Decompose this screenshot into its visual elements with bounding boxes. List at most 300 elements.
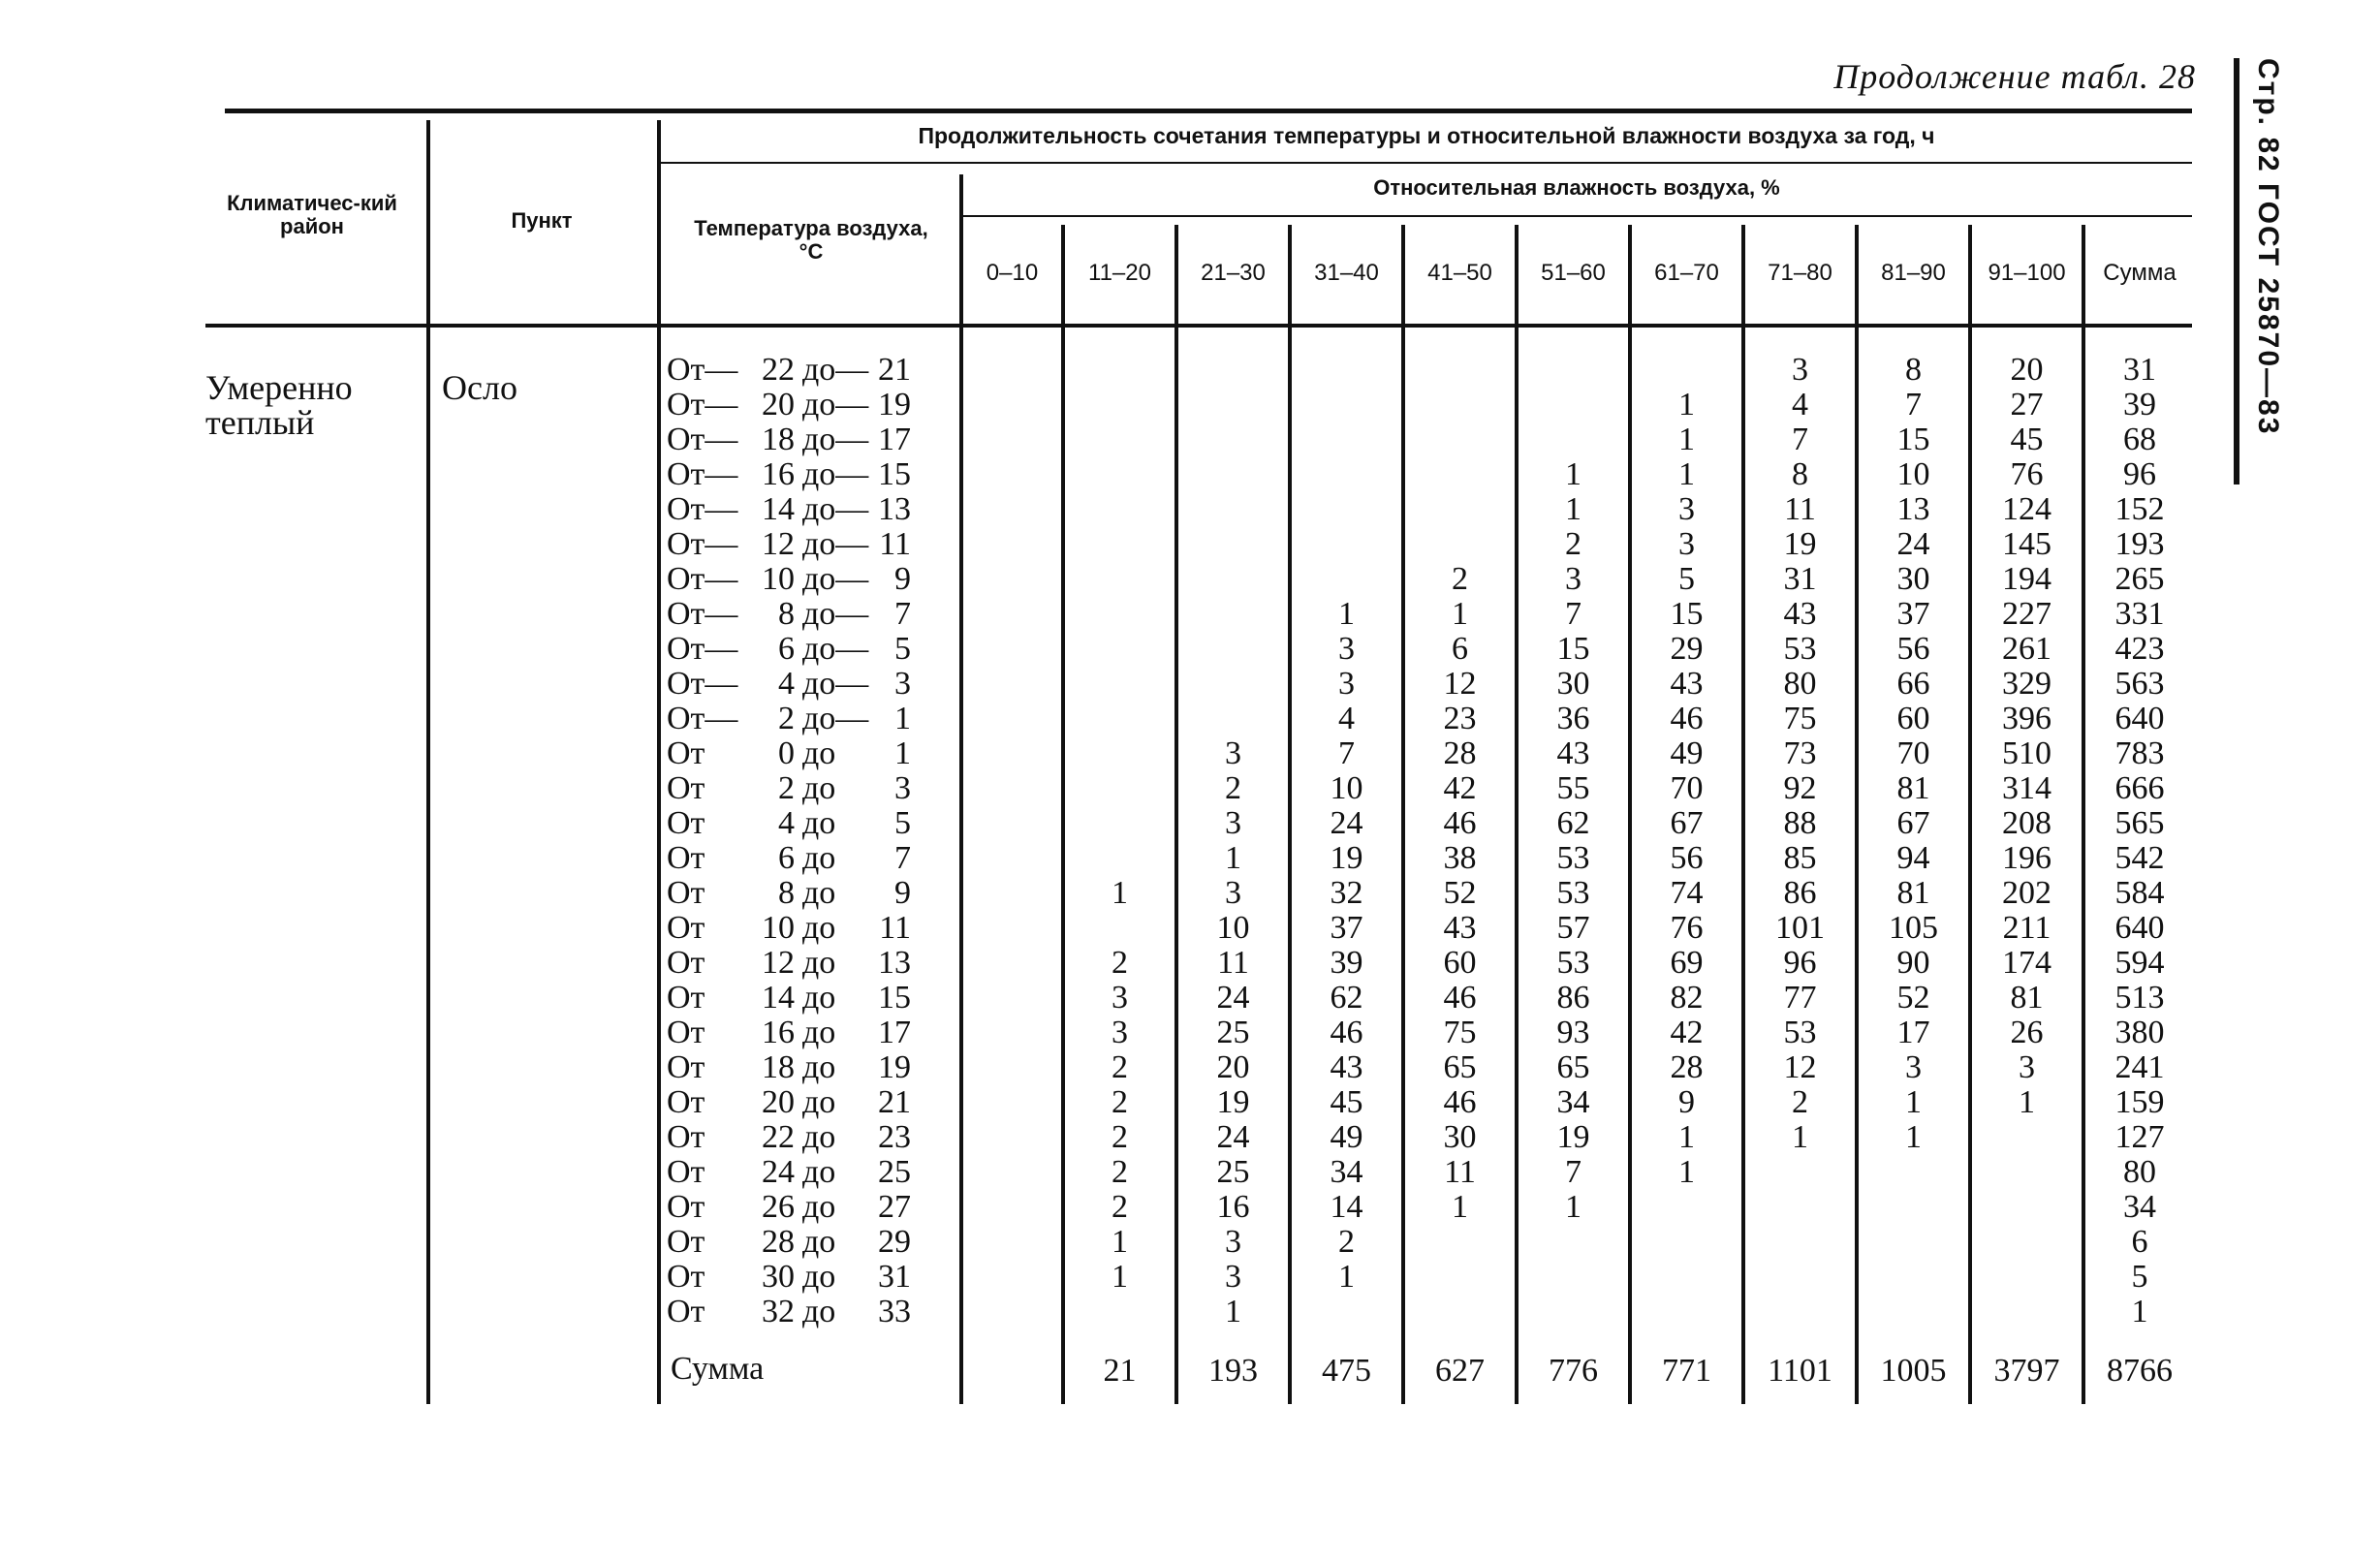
temperature-range — [667, 1225, 928, 1260]
table-cell: 1 — [1452, 1189, 1468, 1225]
table-cell — [1178, 388, 1288, 422]
region-name: Умеренно теплый — [205, 368, 353, 442]
table-cell: 211 — [2002, 910, 2051, 946]
table-cell: 43 — [1670, 666, 1704, 702]
range-header: 91–100 — [1988, 260, 2066, 286]
table-cell: 2 — [1112, 1049, 1128, 1085]
table-cell — [1065, 736, 1174, 771]
table-cell: 3 — [1225, 735, 1241, 771]
table-cell: 1 — [2131, 1294, 2148, 1329]
table-cell: 2 — [1112, 1154, 1128, 1190]
temperature-part: От — [667, 1119, 705, 1155]
temperature-part: до — [802, 1154, 836, 1190]
table-cell — [1292, 562, 1401, 597]
temperature-part: до— — [802, 491, 869, 527]
table-cell: 1 — [1112, 875, 1128, 911]
table-cell: 640 — [2114, 910, 2165, 946]
temperature-part: 26 — [762, 1189, 795, 1225]
humidity-column-c31_40 — [1292, 353, 1401, 1329]
table-cell: 15 — [1896, 422, 1930, 457]
range-header: 71–80 — [1768, 260, 1832, 286]
table-cell: 13 — [1896, 491, 1930, 527]
table-cell — [963, 911, 1061, 946]
temperature-part: 33 — [878, 1294, 911, 1329]
table-cell — [1519, 388, 1628, 422]
temperature-part: до — [802, 980, 836, 1016]
temperature-part: до — [802, 1119, 836, 1155]
table-cell — [963, 1225, 1061, 1260]
range-header: 11–20 — [1088, 260, 1151, 286]
table-cell: 43 — [1783, 596, 1817, 632]
table-cell — [1178, 667, 1288, 702]
table-cell: 2 — [1565, 526, 1581, 562]
temperature-range — [667, 527, 928, 562]
table-cell — [1745, 1190, 1855, 1225]
table-cell: 86 — [1783, 875, 1817, 911]
table-cell — [1065, 841, 1174, 876]
table-cell: 2 — [1112, 945, 1128, 981]
temperature-part: до — [802, 1259, 836, 1295]
table-cell: 1 — [1225, 840, 1241, 876]
temperature-part: 14 — [762, 491, 795, 527]
table-cell: 80 — [1783, 666, 1817, 702]
table-cell — [1405, 1260, 1515, 1295]
table-cell: 145 — [2002, 526, 2051, 562]
table-cell: 53 — [1556, 945, 1590, 981]
temperature-part: до — [802, 805, 836, 841]
table-cell: 49 — [1330, 1119, 1363, 1155]
temperature-range — [667, 1085, 928, 1120]
temperature-part: 12 — [762, 526, 795, 562]
table-cell: 3 — [1678, 491, 1695, 527]
temperature-part: до — [802, 1049, 836, 1085]
temperature-part: 5 — [894, 631, 911, 667]
table-cell — [1745, 1295, 1855, 1329]
temperature-range — [667, 632, 928, 667]
table-cell: 69 — [1670, 945, 1704, 981]
temperature-part: От — [667, 1189, 705, 1225]
temperature-part: 14 — [762, 980, 795, 1016]
temperature-part: 16 — [762, 1015, 795, 1050]
table-cell — [1065, 562, 1174, 597]
temperature-part: до — [802, 1294, 836, 1329]
temperature-part: 25 — [878, 1154, 911, 1190]
table-cell: 42 — [1443, 770, 1477, 806]
temperature-part: до — [802, 840, 836, 876]
temperature-part: 18 — [762, 1049, 795, 1085]
table-cell: 241 — [2114, 1049, 2165, 1085]
table-cell: 594 — [2114, 945, 2165, 981]
temperature-part: От — [667, 1294, 705, 1329]
temperature-part: 1 — [894, 735, 911, 771]
table-cell — [1065, 1295, 1174, 1329]
table-cell: 152 — [2114, 491, 2165, 527]
table-cell: 1 — [1565, 491, 1581, 527]
table-cell — [1065, 667, 1174, 702]
total-cell: 8766 — [2107, 1353, 2173, 1389]
temperature-part: 11 — [879, 526, 911, 562]
table-cell: 67 — [1670, 805, 1704, 841]
table-cell: 14 — [1330, 1189, 1363, 1225]
table-cell: 1 — [1678, 1154, 1695, 1190]
table-cell — [963, 1120, 1061, 1155]
table-cell: 56 — [1896, 631, 1930, 667]
table-cell — [963, 597, 1061, 632]
table-cell: 53 — [1556, 840, 1590, 876]
table-cell — [963, 667, 1061, 702]
range-header: 61–70 — [1654, 260, 1719, 286]
table-cell — [1519, 422, 1628, 457]
temperature-part: 1 — [894, 701, 911, 736]
table-cell — [963, 1050, 1061, 1085]
table-cell: 81 — [1896, 770, 1930, 806]
table-cell: 23 — [1443, 701, 1477, 736]
rule-region-place — [426, 120, 430, 1404]
table-cell: 194 — [2002, 561, 2051, 597]
table-cell — [1972, 1295, 2082, 1329]
temperature-range — [667, 1295, 928, 1329]
temperature-range — [667, 1155, 928, 1190]
table-cell — [1292, 353, 1401, 388]
table-cell: 85 — [1783, 840, 1817, 876]
temperature-range — [667, 492, 928, 527]
humidity-column-c71_80 — [1745, 353, 1855, 1329]
table-cell: 80 — [2123, 1154, 2156, 1190]
temperature-part: до— — [802, 561, 869, 597]
temperature-part: От— — [667, 666, 738, 702]
temperature-part: 20 — [762, 387, 795, 422]
table-cell — [1519, 1295, 1628, 1329]
temperature-part: 29 — [878, 1224, 911, 1260]
header-bottom-rule — [205, 324, 2192, 328]
table-cell — [1632, 1190, 1741, 1225]
temperature-part: до — [802, 735, 836, 771]
table-cell: 1 — [1678, 456, 1695, 492]
temperature-part: От— — [667, 526, 738, 562]
temperature-part: до— — [802, 456, 869, 492]
header-humidity: Относительная влажность воздуха, % — [1373, 175, 1780, 200]
table-cell: 2 — [1112, 1084, 1128, 1120]
table-cell: 49 — [1670, 735, 1704, 771]
table-cell — [1292, 388, 1401, 422]
table-cell — [1292, 422, 1401, 457]
table-cell — [963, 562, 1061, 597]
total-cell: 1101 — [1768, 1353, 1832, 1389]
table-cell: 39 — [1330, 945, 1363, 981]
table-cell — [1178, 353, 1288, 388]
temperature-part: до — [802, 1084, 836, 1120]
table-cell: 7 — [1792, 422, 1808, 457]
temperature-part: 10 — [762, 910, 795, 946]
humidity-column-sum — [2085, 353, 2194, 1329]
temperature-part: 13 — [878, 945, 911, 981]
temperature-range — [667, 1120, 928, 1155]
temperature-part: От — [667, 945, 705, 981]
humidity-rule — [961, 215, 2192, 217]
temperature-part: От — [667, 1015, 705, 1050]
temperature-part: От— — [667, 491, 738, 527]
table-cell: 46 — [1443, 1084, 1477, 1120]
table-cell: 396 — [2002, 701, 2051, 736]
table-cell: 42 — [1670, 1015, 1704, 1050]
table-cell — [963, 981, 1061, 1016]
temperature-part: 5 — [894, 805, 911, 841]
table-cell: 77 — [1783, 980, 1817, 1016]
temperature-part: 10 — [762, 561, 795, 597]
table-cell: 3 — [1112, 1015, 1128, 1050]
temperature-part: От — [667, 1154, 705, 1190]
table-cell: 30 — [1896, 561, 1930, 597]
table-cell: 24 — [1330, 805, 1363, 841]
table-cell: 329 — [2002, 666, 2051, 702]
table-cell: 510 — [2002, 735, 2051, 771]
table-cell: 74 — [1670, 875, 1704, 911]
range-header: 0–10 — [986, 260, 1039, 286]
table-cell — [1972, 1260, 2082, 1295]
page-side-header — [2234, 58, 2284, 485]
table-cell: 30 — [1443, 1119, 1477, 1155]
table-cell — [1519, 1225, 1628, 1260]
table-cell: 174 — [2002, 945, 2051, 981]
table-cell: 60 — [1443, 945, 1477, 981]
table-cell: 45 — [2010, 422, 2044, 457]
temperature-part: От — [667, 805, 705, 841]
table-cell: 7 — [1565, 1154, 1581, 1190]
temperature-range — [667, 946, 928, 981]
table-cell: 1 — [1338, 1259, 1355, 1295]
temperature-part: до— — [802, 387, 869, 422]
table-cell: 1 — [1112, 1259, 1128, 1295]
table-cell: 3 — [2019, 1049, 2035, 1085]
table-cell: 563 — [2114, 666, 2165, 702]
temperature-part: 3 — [894, 666, 911, 702]
table-cell: 314 — [2002, 770, 2051, 806]
table-cell: 24 — [1216, 1119, 1250, 1155]
table-cell — [963, 1155, 1061, 1190]
table-cell — [1065, 806, 1174, 841]
temperature-part: 30 — [762, 1259, 795, 1295]
table-cell — [1632, 1225, 1741, 1260]
table-cell — [1745, 1260, 1855, 1295]
temperature-part: 0 — [778, 735, 795, 771]
table-cell — [963, 702, 1061, 736]
table-cell: 27 — [2010, 387, 2044, 422]
table-cell: 19 — [1783, 526, 1817, 562]
temperature-range — [667, 562, 928, 597]
table-cell: 15 — [1670, 596, 1704, 632]
table-cell: 8 — [1905, 352, 1922, 388]
table-cell: 666 — [2114, 770, 2165, 806]
table-cell — [1065, 388, 1174, 422]
temperature-part: От — [667, 980, 705, 1016]
table-cell: 124 — [2002, 491, 2051, 527]
table-cell: 39 — [2123, 387, 2156, 422]
table-cell: 88 — [1783, 805, 1817, 841]
total-cell: 776 — [1549, 1353, 1598, 1389]
header-place: Пункт — [511, 208, 573, 233]
temperature-part: 17 — [878, 1015, 911, 1050]
range-header: 31–40 — [1314, 260, 1379, 286]
table-cell: 7 — [1338, 735, 1355, 771]
temperature-range — [667, 702, 928, 736]
humidity-column-c41_50 — [1405, 353, 1515, 1329]
table-cell: 3 — [1112, 980, 1128, 1016]
table-cell — [1972, 1225, 2082, 1260]
rule-place-temp — [657, 120, 661, 1404]
table-cell: 3 — [1225, 1224, 1241, 1260]
temperature-part: 22 — [762, 1119, 795, 1155]
temperature-range — [667, 388, 928, 422]
temperature-part: 6 — [778, 840, 795, 876]
temperature-part: От — [667, 770, 705, 806]
humidity-column-c91_100 — [1972, 353, 2082, 1329]
table-cell: 1 — [1905, 1084, 1922, 1120]
table-cell: 82 — [1670, 980, 1704, 1016]
temperature-part: до— — [802, 666, 869, 702]
table-cell: 19 — [1216, 1084, 1250, 1120]
table-cell — [963, 1190, 1061, 1225]
table-cell — [1065, 422, 1174, 457]
table-cell — [963, 422, 1061, 457]
table-cell — [1065, 597, 1174, 632]
total-cell: 21 — [1103, 1353, 1137, 1389]
total-cell: 627 — [1435, 1353, 1485, 1389]
table-cell: 7 — [1905, 387, 1922, 422]
table-cell: 159 — [2114, 1084, 2165, 1120]
table-cell: 55 — [1556, 770, 1590, 806]
table-cell: 1 — [2019, 1084, 2035, 1120]
temperature-part: От — [667, 910, 705, 946]
temperature-part: От — [667, 875, 705, 911]
temperature-part: От — [667, 1049, 705, 1085]
table-cell — [963, 527, 1061, 562]
table-cell: 46 — [1443, 980, 1477, 1016]
table-cell: 1 — [1905, 1119, 1922, 1155]
temperature-part: От — [667, 735, 705, 771]
temperature-part: до — [802, 770, 836, 806]
table-cell: 76 — [1670, 910, 1704, 946]
table-cell: 96 — [1783, 945, 1817, 981]
temperature-part: до— — [802, 701, 869, 736]
table-cell — [1859, 1225, 1968, 1260]
range-header: Сумма — [2103, 260, 2176, 286]
table-cell: 43 — [1556, 735, 1590, 771]
table-cell: 81 — [1896, 875, 1930, 911]
table-cell: 15 — [1556, 631, 1590, 667]
table-cell — [963, 1016, 1061, 1050]
table-cell — [1065, 527, 1174, 562]
temperature-part: до — [802, 1189, 836, 1225]
table-cell: 1 — [1452, 596, 1468, 632]
temperature-part: 19 — [878, 387, 911, 422]
table-cell — [1519, 1260, 1628, 1295]
table-cell: 3 — [1225, 805, 1241, 841]
table-cell — [1065, 632, 1174, 667]
table-cell: 20 — [2010, 352, 2044, 388]
table-cell: 2 — [1792, 1084, 1808, 1120]
table-cell: 90 — [1896, 945, 1930, 981]
temperature-range — [667, 806, 928, 841]
table-cell: 1 — [1678, 1119, 1695, 1155]
top-rule — [225, 109, 2192, 113]
table-cell — [963, 806, 1061, 841]
table-cell: 3 — [1338, 631, 1355, 667]
temperature-range — [667, 771, 928, 806]
range-header: 41–50 — [1427, 260, 1492, 286]
table-cell — [1632, 353, 1741, 388]
table-cell: 93 — [1556, 1015, 1590, 1050]
temperature-part: От — [667, 1224, 705, 1260]
table-cell: 96 — [2123, 456, 2156, 492]
table-cell: 29 — [1670, 631, 1704, 667]
table-cell: 3 — [1565, 561, 1581, 597]
table-cell: 2 — [1452, 561, 1468, 597]
temperature-part: до— — [802, 352, 869, 388]
table-cell: 66 — [1896, 666, 1930, 702]
table-cell: 2 — [1338, 1224, 1355, 1260]
temperature-part: до— — [802, 422, 869, 457]
table-cell: 26 — [2010, 1015, 2044, 1050]
table-cell: 62 — [1556, 805, 1590, 841]
table-cell: 208 — [2002, 805, 2051, 841]
table-cell — [1632, 1260, 1741, 1295]
table-cell: 60 — [1896, 701, 1930, 736]
temperature-range — [667, 981, 928, 1016]
table-cell — [1292, 492, 1401, 527]
table-cell: 331 — [2114, 596, 2165, 632]
data-table — [205, 109, 2194, 1407]
header-duration: Продолжительность сочетания температуры и относительной влажности воздуха за год, ч — [918, 123, 1935, 148]
table-cell: 11 — [1217, 945, 1249, 981]
humidity-column-c0_10 — [963, 353, 1061, 1329]
table-cell: 565 — [2114, 805, 2165, 841]
temperature-part: 13 — [878, 491, 911, 527]
table-cell: 70 — [1896, 735, 1930, 771]
temperature-part: От— — [667, 456, 738, 492]
table-cell — [1972, 1155, 2082, 1190]
temperature-range — [667, 876, 928, 911]
table-cell — [1972, 1190, 2082, 1225]
table-cell: 2 — [1112, 1189, 1128, 1225]
table-cell: 31 — [1783, 561, 1817, 597]
table-cell: 92 — [1783, 770, 1817, 806]
table-cell — [1859, 1190, 1968, 1225]
table-cell — [1405, 457, 1515, 492]
table-cell — [1292, 457, 1401, 492]
table-cell: 65 — [1443, 1049, 1477, 1085]
table-cell: 10 — [1330, 770, 1363, 806]
range-header: 51–60 — [1541, 260, 1606, 286]
table-cell: 25 — [1216, 1154, 1250, 1190]
temperature-part: 17 — [878, 422, 911, 457]
range-header: 21–30 — [1201, 260, 1266, 286]
table-cell: 3 — [1225, 1259, 1241, 1295]
temperature-range — [667, 353, 928, 388]
table-cell: 45 — [1330, 1084, 1363, 1120]
temperature-part: до— — [802, 631, 869, 667]
temperature-range — [667, 911, 928, 946]
table-cell: 28 — [1443, 735, 1477, 771]
temperature-part: 21 — [878, 1084, 911, 1120]
place-name: Осло — [442, 368, 517, 407]
table-cell: 12 — [1443, 666, 1477, 702]
table-cell: 542 — [2114, 840, 2165, 876]
table-cell: 8 — [1792, 456, 1808, 492]
table-cell: 3 — [1338, 666, 1355, 702]
temperature-part: 9 — [894, 875, 911, 911]
table-cell — [1859, 1260, 1968, 1295]
table-cell — [1292, 527, 1401, 562]
